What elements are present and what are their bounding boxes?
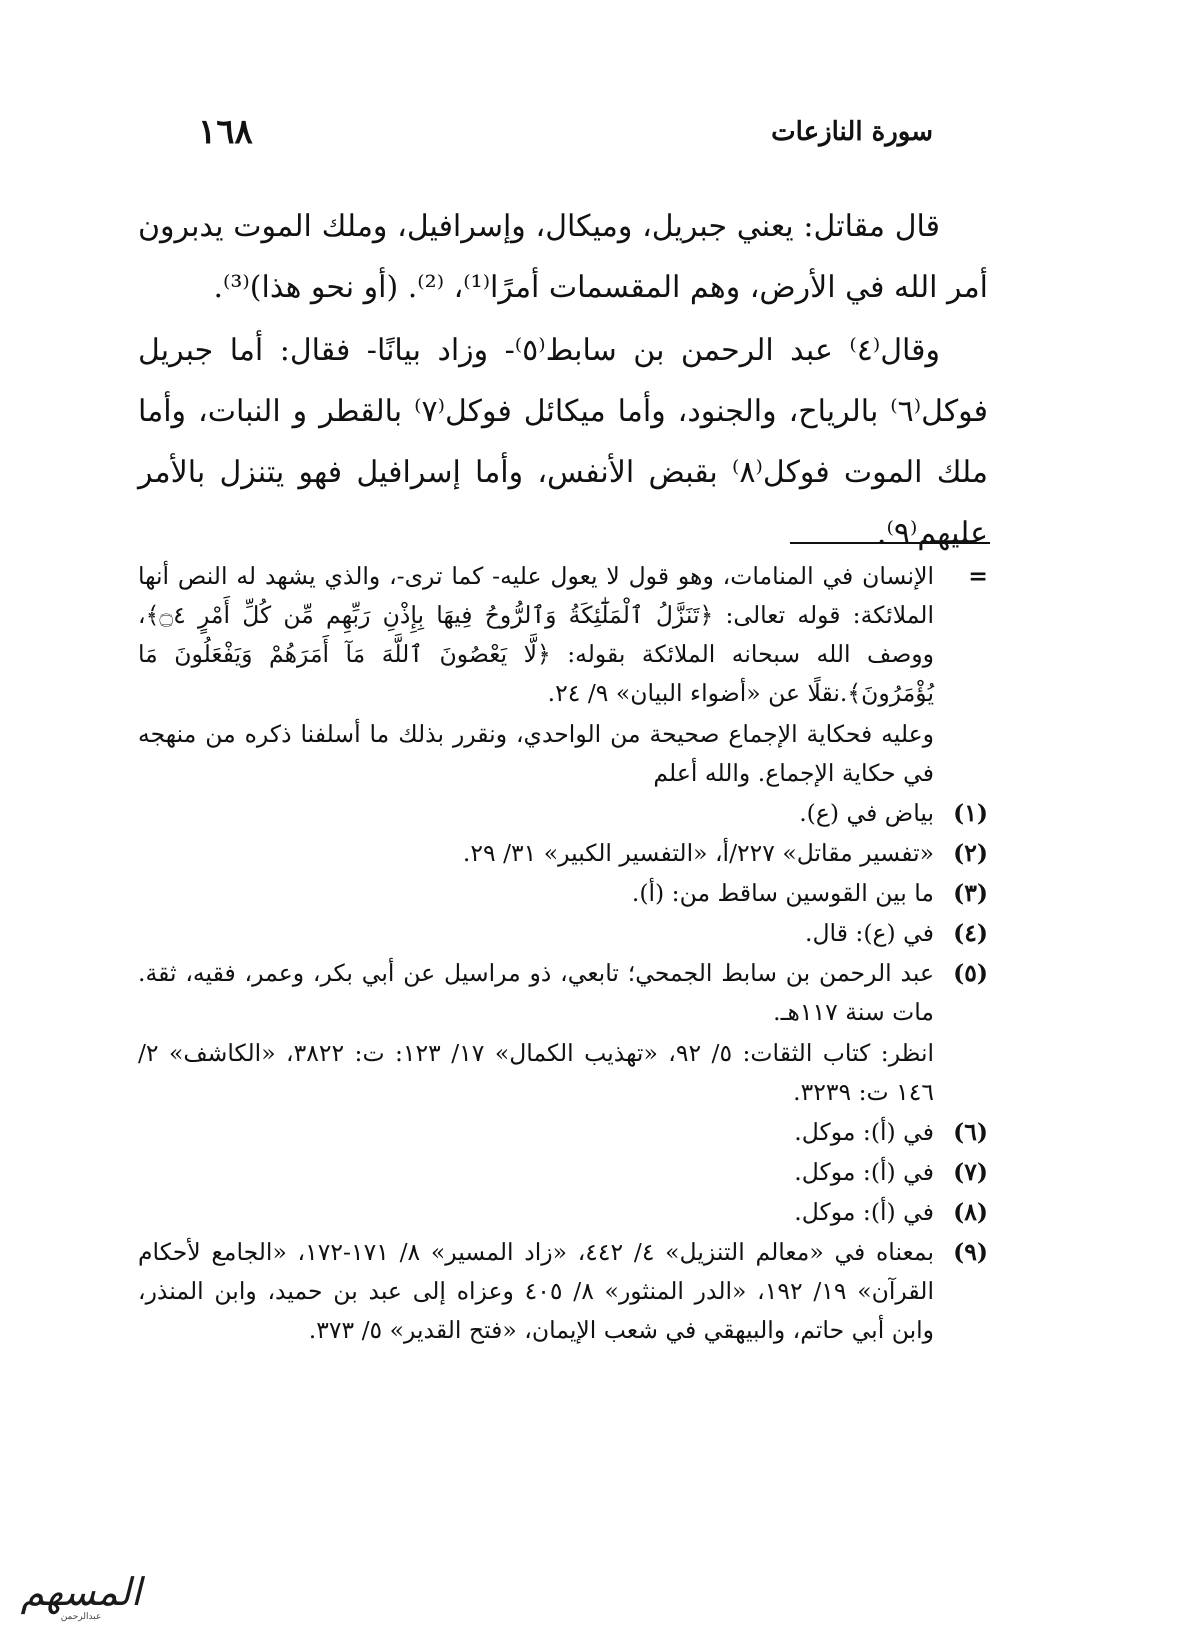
- footnote-paragraph: ما بين القوسين ساقط من: (أ).: [631, 879, 934, 907]
- footnote-paragraph: «تفسير مقاتل» ٢٢٧/أ، «التفسير الكبير» ٣١/ ٢٩.: [462, 839, 934, 867]
- footnote: [138, 954, 988, 1112]
- footnote-number: (١): [953, 799, 988, 827]
- footnote-paragraph: بمعناه في «معالم التنزيل» ٤/ ٤٤٢، «زاد المسير» ٨/ ١٧١-١٧٢، «الجامع لأحكام القرآن» ١٩/ ١٩٢، «الدر المنثور» ٨/ ٤٠٥ وعزاه إلى عبد بن حميد، وابن المنذر، وابن أبي حاتم، والبيهقي في شعب الإيمان، «فتح القدير» ٥/ ٣٧٣.: [138, 1238, 935, 1344]
- running-head: [198, 108, 933, 156]
- footnote-paragraph: بياض في (ع).: [799, 799, 934, 827]
- footnote-paragraph: في (أ): موكل.: [794, 1158, 934, 1186]
- footnote-paragraph: عبد الرحمن بن سابط الجمحي؛ تابعي، ذو مراسيل عن أبي بكر، وعمر، فقيه، ثقة. مات سنة ١١٧هـ.: [138, 959, 934, 1026]
- footnote-number: (٨): [953, 1198, 988, 1226]
- footnote-number: (٣): [953, 879, 988, 907]
- footnote: [138, 1233, 988, 1350]
- footnote: [138, 874, 988, 913]
- footnote: [138, 1193, 988, 1232]
- footnote-text: [138, 1153, 934, 1192]
- footnote-number: =: [968, 562, 988, 590]
- footnote-paragraph: في (ع): قال.: [805, 919, 934, 947]
- footnote-paragraph: في (أ): موكل.: [794, 1118, 934, 1146]
- running-title: سورة النازعات: [771, 117, 933, 147]
- footnotes: [138, 557, 988, 1350]
- logo-caption: عبدالرحمن: [60, 1611, 102, 1622]
- footnote-text: [138, 1193, 934, 1232]
- page-number: ١٦٨: [198, 112, 253, 152]
- logo-mark: المسهم: [20, 1569, 142, 1614]
- main-text: [138, 196, 988, 564]
- footnote-text: [138, 874, 934, 913]
- footnote-paragraph: وعليه فحكاية الإجماع صحيحة من الواحدي، ونقرر بذلك ما أسلفنا ذكره من منهجه في حكاية الإجماع. والله أعلم: [138, 720, 934, 787]
- footnote: [138, 794, 988, 833]
- footnote-number: (٤): [953, 919, 988, 947]
- footnote-text: [138, 557, 934, 793]
- footnote-text: [138, 1233, 934, 1350]
- footnote-text: [138, 1113, 934, 1152]
- footnote-number: (٧): [953, 1158, 988, 1186]
- footnote-text: [138, 914, 934, 953]
- footnote-paragraph: انظر: كتاب الثقات: ٥/ ٩٢، «تهذيب الكمال» ١٧/ ١٢٣: ت: ٣٨٢٢، «الكاشف» ٢/ ١٤٦ ت: ٣٢٣٩.: [138, 1039, 935, 1106]
- footnote-paragraph: الإنسان في المنامات، وهو قول لا يعول عليه- كما ترى-، والذي يشهد له النص أنها الملائكة: قوله تعالى: ﴿تَنَزَّلُ ٱلْمَلَٰٓئِكَةُ وَٱلرُّوحُ فِيهَا بِإِذْنِ رَبِّهِم مِّن كُلِّ أَمْرٍ ۝٤﴾، ووصف الله سبحانه الملائكة بقوله: ﴿لَّا يَعْصُونَ ٱللَّهَ مَآ أَمَرَهُمْ وَيَفْعَلُونَ مَا يُؤْمَرُونَ﴾.نقلًا عن «أضواء البيان» ٩/ ٢٤.: [138, 562, 934, 707]
- footnote: [138, 557, 988, 793]
- footnote-number: (٥): [953, 959, 988, 987]
- footnote-text: [138, 954, 934, 1112]
- footnote-paragraph: في (أ): موكل.: [794, 1198, 934, 1226]
- footnote-text: [138, 834, 934, 873]
- footnote-number: (٦): [953, 1118, 988, 1146]
- main-paragraph: قال مقاتل: يعني جبريل، وميكال، وإسرافيل، وملك الموت يدبرون أمر الله في الأرض، وهم المقسمات أمرًا⁽¹⁾، ⁽²⁾. (أو نحو هذا)⁽³⁾.: [138, 209, 988, 305]
- footnote: [138, 1153, 988, 1192]
- footnote: [138, 1113, 988, 1152]
- publisher-logo: [16, 1562, 146, 1632]
- footnote-separator: [790, 542, 990, 544]
- footnote: [138, 834, 988, 873]
- footnote: [138, 914, 988, 953]
- footnote-number: (٩): [953, 1238, 988, 1266]
- footnote-number: (٢): [953, 839, 988, 867]
- main-paragraph: وقال⁽٤⁾ عبد الرحمن بن سابط⁽٥⁾- وزاد بيانًا- فقال: أما جبريل فوكل⁽٦⁾ بالرياح، والجنود، وأما ميكائل فوكل⁽٧⁾ بالقطر و النبات، وأما ملك الموت فوكل⁽٨⁾ بقبض الأنفس، وأما إسرافيل فهو يتنزل بالأمر عليهم⁽٩⁾.: [138, 333, 988, 551]
- footnote-text: [138, 794, 934, 833]
